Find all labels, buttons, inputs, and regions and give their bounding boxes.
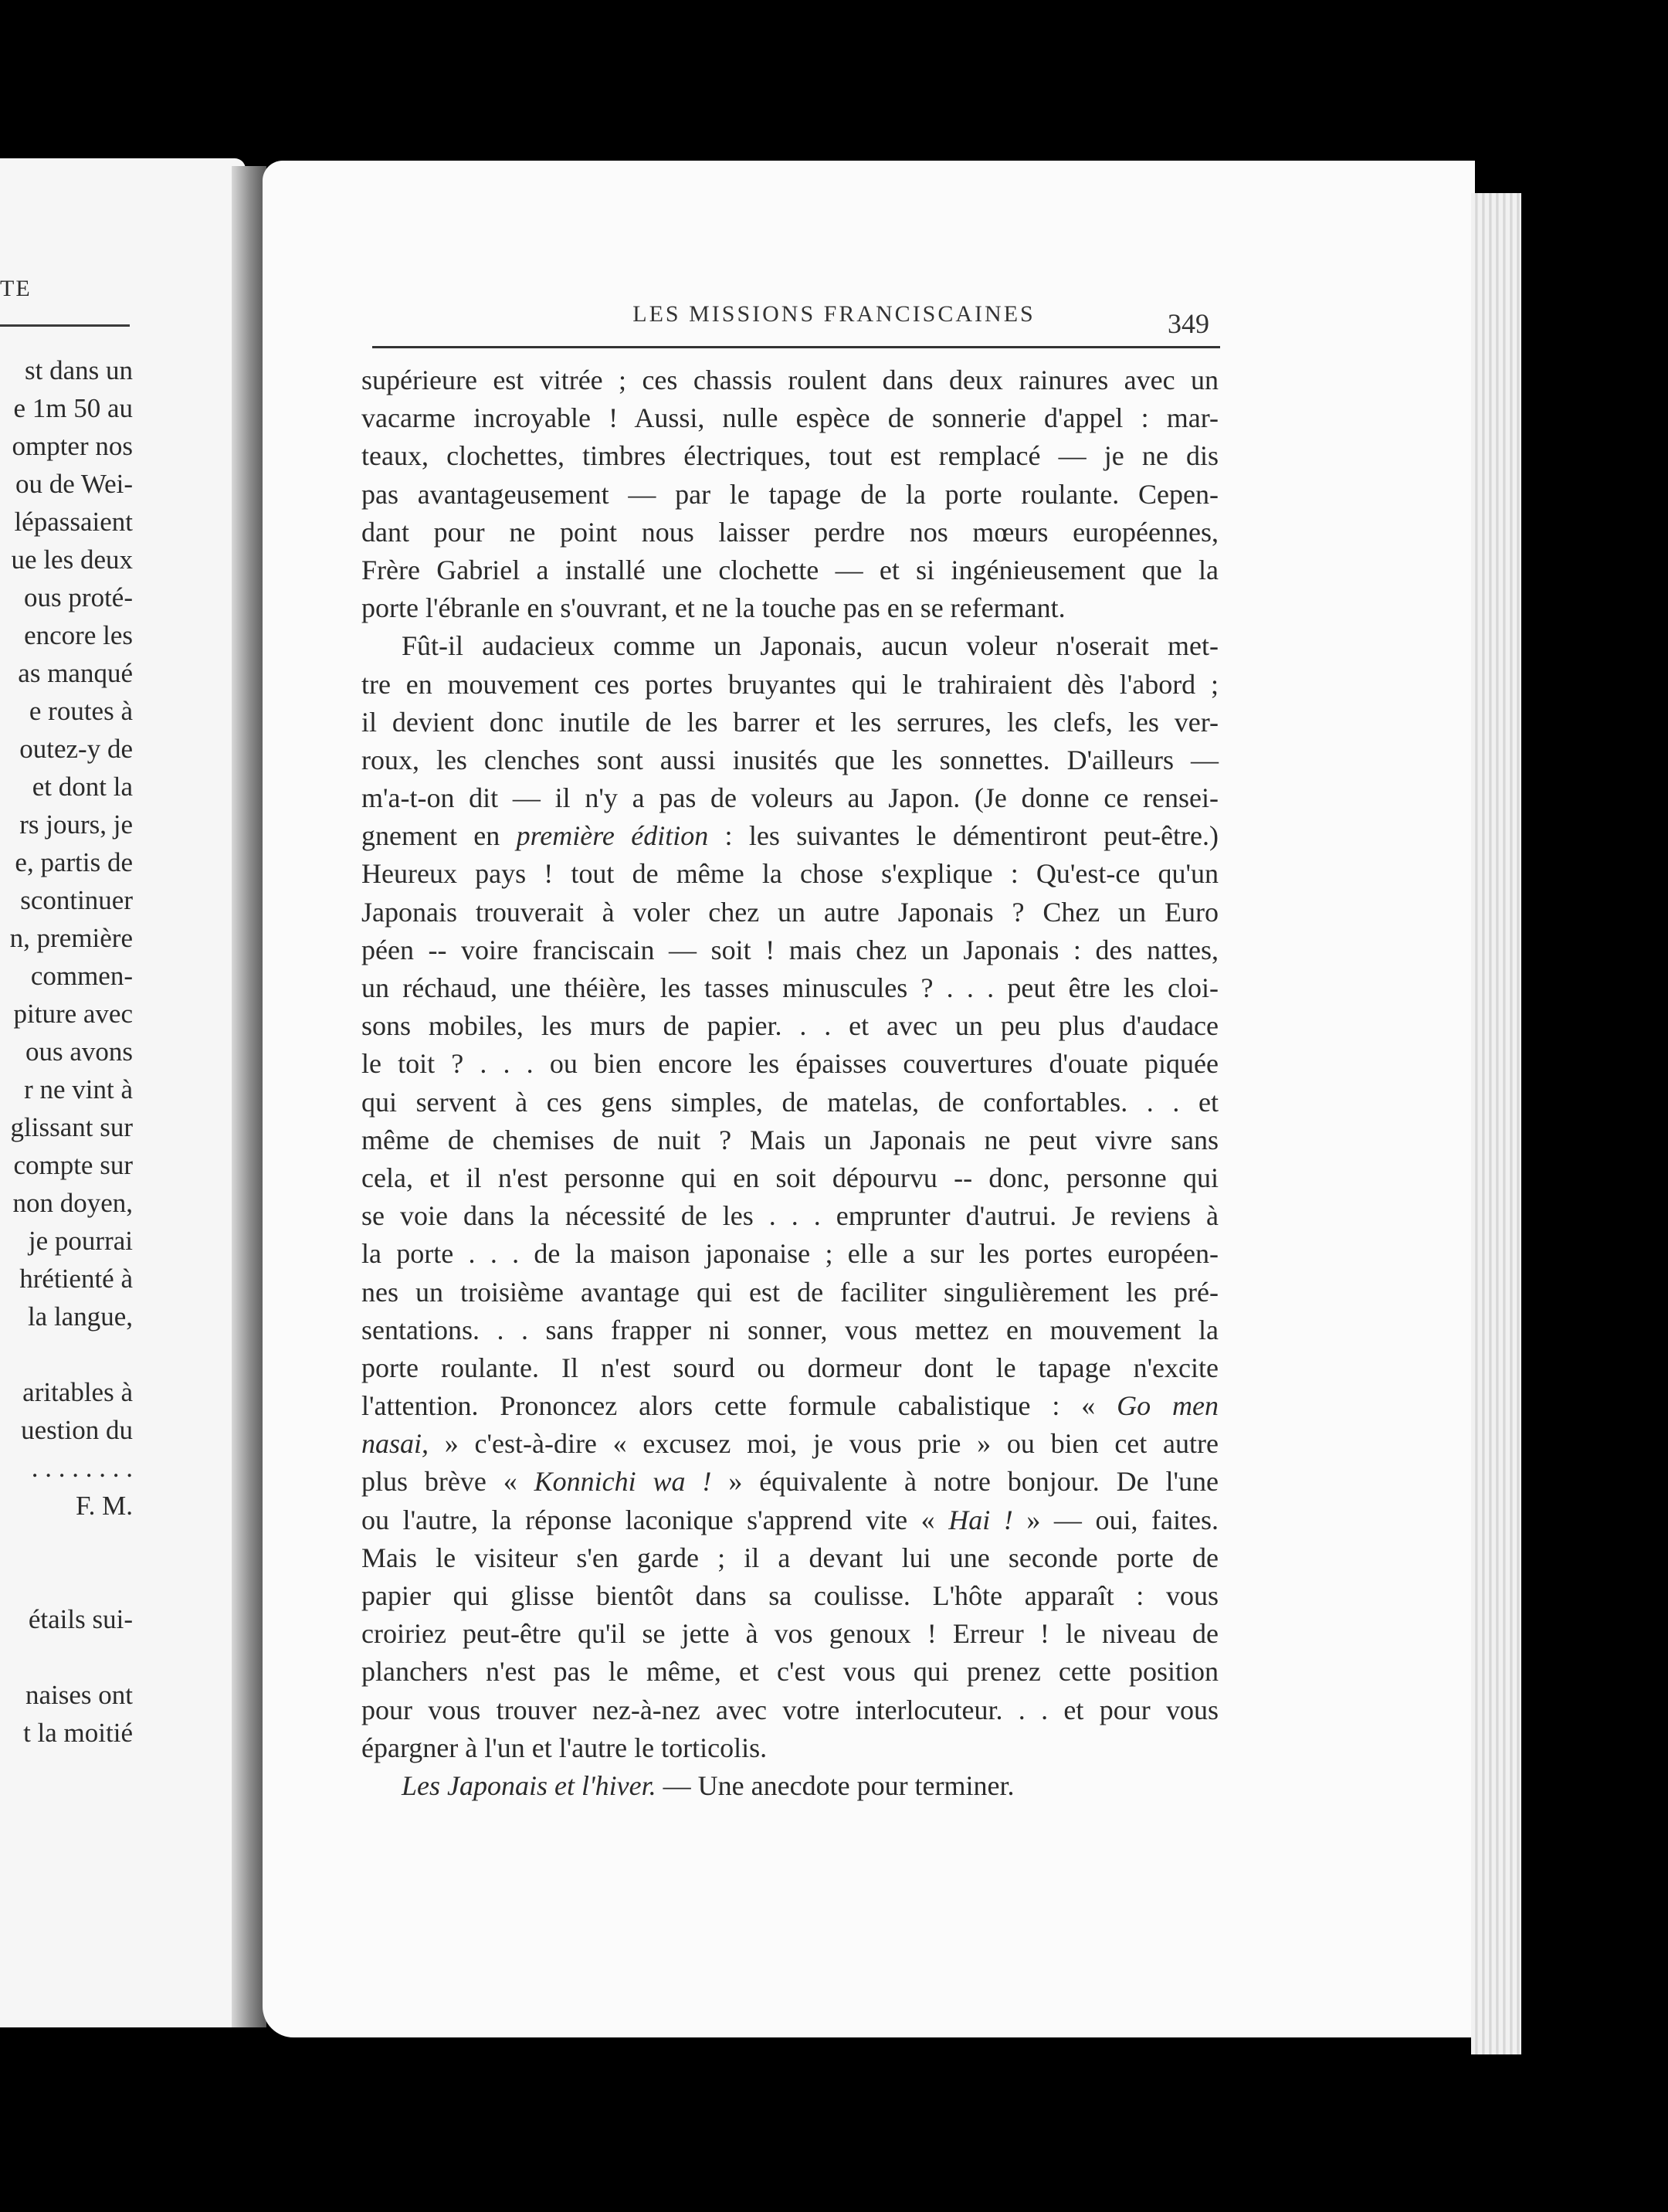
text-line: porte l'ébranle en s'ouvrant, et ne la touche pas en se refermant. bbox=[361, 592, 1066, 624]
left-text-line: naises ont bbox=[25, 1680, 133, 1710]
left-text-line: étails sui- bbox=[28, 1604, 133, 1634]
left-text-line: e 1m 50 au bbox=[13, 393, 133, 423]
left-page-header: TE bbox=[0, 276, 32, 301]
left-text-line bbox=[10, 1525, 133, 1562]
text-line: même de chemises de nuit ? Mais un Japonais ne peut vivre sans bbox=[361, 1124, 1219, 1155]
text-run: ou l'autre, la réponse laconique s'apprend vite « bbox=[361, 1504, 949, 1535]
left-text-line: as manqué bbox=[18, 658, 133, 688]
left-page-text bbox=[10, 351, 133, 1752]
left-text-line: encore les bbox=[24, 620, 133, 650]
left-text-line: rs jours, je bbox=[19, 809, 133, 840]
text-run: » — oui, faites. bbox=[1012, 1504, 1219, 1535]
left-text-line: aritables à bbox=[22, 1377, 133, 1407]
left-text-line: outez-y de bbox=[19, 734, 133, 764]
text-line: Fût-il audacieux comme un Japonais, aucun voleur n'oserait met- bbox=[402, 630, 1219, 662]
section-heading: Les Japonais et l'hiver. bbox=[402, 1769, 656, 1801]
italic-text: Go men bbox=[1117, 1390, 1219, 1422]
left-text-line: et dont la bbox=[32, 772, 133, 802]
left-page bbox=[0, 158, 246, 2027]
left-text-line: glissant sur bbox=[10, 1112, 133, 1142]
left-text-line: uestion du bbox=[21, 1415, 133, 1445]
paragraph-1 bbox=[361, 361, 1219, 627]
left-text-line: scontinuer bbox=[20, 885, 133, 915]
left-text-line: e routes à bbox=[29, 696, 133, 726]
left-text-line bbox=[10, 1562, 133, 1600]
text-line bbox=[361, 1387, 1219, 1425]
text-line: porte roulante. Il n'est sourd ou dormeur dont le tapage n'excite bbox=[361, 1352, 1219, 1383]
body-text bbox=[361, 361, 1219, 1805]
page-edges bbox=[1471, 193, 1521, 2054]
text-line: Japonais trouverait à voler chez un autre Japonais ? Chez un Euro bbox=[361, 896, 1219, 928]
text-line bbox=[361, 1425, 1219, 1463]
text-line: m'a-t-on dit — il n'y a pas de voleurs au Japon. (Je donne ce rensei- bbox=[361, 782, 1219, 814]
left-text-line: ompter nos bbox=[12, 431, 133, 461]
text-line: le toit ? . . . ou bien encore les épaisses couvertures d'ouate piquée bbox=[361, 1048, 1219, 1080]
left-text-line: lépassaient bbox=[14, 507, 133, 537]
book-gutter-shadow bbox=[232, 166, 266, 2027]
text-line: roux, les clenches sont aussi inusités que les sonnettes. D'ailleurs — bbox=[361, 744, 1219, 775]
paragraph-2 bbox=[361, 627, 1219, 1767]
text-line: Mais le visiteur s'en garde ; il a devant lui une seconde porte de bbox=[361, 1542, 1219, 1573]
left-text-line: e, partis de bbox=[15, 847, 133, 877]
paragraph-3 bbox=[361, 1767, 1219, 1805]
text-line: qui servent à ces gens simples, de matelas, de confortables. . . et bbox=[361, 1086, 1219, 1118]
text-run: l'attention. Prononcez alors cette formule cabalistique : « bbox=[361, 1390, 1117, 1422]
left-text-line: piture avec bbox=[13, 999, 133, 1029]
left-text-line: st dans un bbox=[25, 355, 133, 385]
left-text-line: t la moitié bbox=[23, 1718, 133, 1748]
left-text-line: compte sur bbox=[13, 1150, 133, 1180]
text-line: supérieure est vitrée ; ces chassis roulent dans deux rainures avec un bbox=[361, 365, 1219, 395]
left-text-line: ous proté- bbox=[24, 582, 133, 612]
text-line: il devient donc inutile de les barrer et les serrures, les clefs, les ver- bbox=[361, 706, 1219, 738]
running-head: LES MISSIONS FRANCISCAINES bbox=[632, 301, 1036, 327]
text-line: sons mobiles, les murs de papier. . . et avec un peu plus d'audace bbox=[361, 1010, 1219, 1042]
text-line: papier qui glisse bientôt dans sa coulisse. L'hôte apparaît : vous bbox=[361, 1580, 1219, 1611]
text-run: gnement en bbox=[361, 820, 517, 852]
text-line: péen -- voire franciscain — soit ! mais chez un Japonais : des nattes, bbox=[361, 934, 1219, 965]
text-run: » équivalente à notre bonjour. De l'une bbox=[711, 1466, 1219, 1498]
italic-text: nasai, bbox=[361, 1428, 429, 1460]
left-text-line: la langue, bbox=[27, 1301, 133, 1332]
text-line bbox=[361, 1767, 1219, 1805]
page-number: 349 bbox=[1168, 308, 1209, 339]
text-line bbox=[361, 1501, 1219, 1539]
text-run: plus brève « bbox=[361, 1466, 534, 1498]
text-line: planchers n'est pas le même, et c'est vous qui prenez cette position bbox=[361, 1656, 1219, 1688]
right-page bbox=[263, 161, 1475, 2037]
left-text-line: hrétienté à bbox=[19, 1264, 133, 1294]
text-line bbox=[361, 817, 1219, 855]
text-line bbox=[361, 1463, 1219, 1501]
italic-text: première édition bbox=[516, 820, 709, 852]
text-line: vacarme incroyable ! Aussi, nulle espèce de sonnerie d'appel : mar- bbox=[361, 402, 1219, 434]
left-text-line: r ne vint à bbox=[24, 1074, 133, 1104]
left-text-line: . . . . . . . . bbox=[31, 1453, 133, 1483]
text-line: nes un troisième avantage qui est de faciliter singulièrement les pré- bbox=[361, 1276, 1219, 1308]
text-line: épargner à l'un et l'autre le torticolis. bbox=[361, 1732, 768, 1763]
left-text-line bbox=[10, 1638, 133, 1676]
text-run: : les suivantes le démentiront peut-être.) bbox=[708, 820, 1219, 852]
left-text-line: ue les deux bbox=[11, 545, 133, 575]
left-text-line: F. M. bbox=[75, 1491, 133, 1521]
text-line: Frère Gabriel a installé une clochette — et si ingénieusement que la bbox=[361, 554, 1219, 585]
text-run: » c'est-à-dire « excusez moi, je vous prie » ou bien cet autre bbox=[429, 1428, 1219, 1460]
text-run: — Une anecdote pour terminer. bbox=[656, 1769, 1015, 1801]
italic-text: Hai ! bbox=[948, 1504, 1013, 1535]
text-line: se voie dans la nécessité de les . . . emprunter d'autrui. Je reviens à bbox=[361, 1200, 1219, 1232]
left-text-line bbox=[10, 1335, 133, 1373]
left-header-rule bbox=[0, 324, 130, 327]
left-text-line: non doyen, bbox=[12, 1188, 133, 1218]
left-text-line: n, première bbox=[9, 923, 133, 953]
text-line: croiriez peut-être qu'il se jette à vos genoux ! Erreur ! le niveau de bbox=[361, 1618, 1219, 1650]
left-text-line: ou de Wei- bbox=[15, 469, 133, 499]
text-line: un réchaud, une théière, les tasses minuscules ? . . . peut être les cloi- bbox=[361, 972, 1219, 1003]
italic-text: Konnichi wa ! bbox=[534, 1466, 712, 1498]
text-line: tre en mouvement ces portes bruyantes qui le trahiraient dès l'abord ; bbox=[361, 668, 1219, 700]
text-line: la porte . . . de la maison japonaise ; elle a sur les portes européen- bbox=[361, 1238, 1219, 1270]
text-line: pas avantageusement — par le tapage de la porte roulante. Cepen- bbox=[361, 478, 1219, 510]
left-text-line: commen- bbox=[30, 961, 133, 991]
text-line: pour vous trouver nez-à-nez avec votre interlocuteur. . . et pour vous bbox=[361, 1694, 1219, 1725]
text-line: dant pour ne point nous laisser perdre nos mœurs européennes, bbox=[361, 516, 1219, 548]
text-line: cela, et il n'est personne qui en soit dépourvu -- donc, personne qui bbox=[361, 1162, 1219, 1193]
left-text-line: je pourrai bbox=[28, 1226, 133, 1256]
left-text-line: ous avons bbox=[25, 1036, 133, 1067]
header-rule bbox=[372, 346, 1220, 348]
text-line: sentations. . . sans frapper ni sonner, vous mettez en mouvement la bbox=[361, 1314, 1219, 1345]
text-line: Heureux pays ! tout de même la chose s'explique : Qu'est-ce qu'un bbox=[361, 858, 1219, 890]
text-line: teaux, clochettes, timbres électriques, tout est remplacé — je ne dis bbox=[361, 440, 1219, 472]
